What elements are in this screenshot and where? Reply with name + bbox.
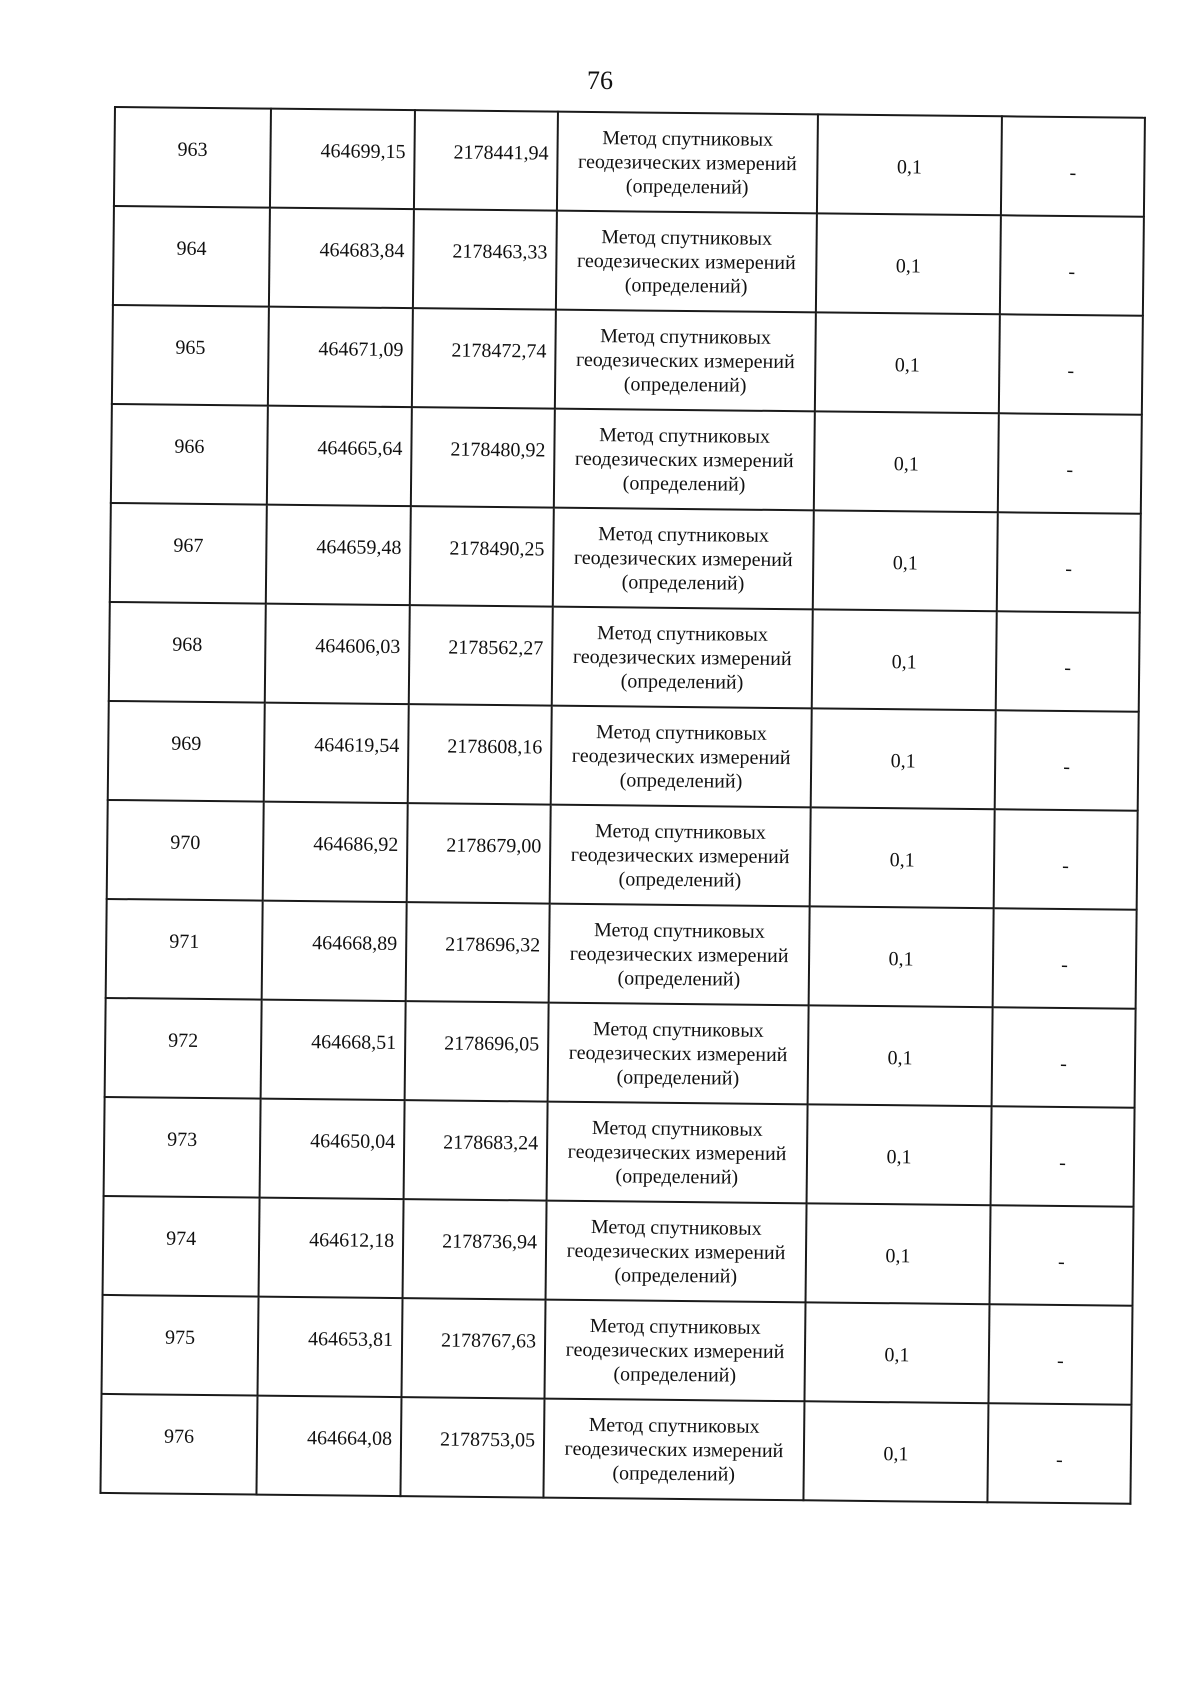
point-number-cell [105,998,262,1099]
accuracy-cell [817,114,1002,215]
x-coordinate-cell [270,109,415,210]
point-number: 963 [177,138,208,161]
method-line: (определений) [612,1461,736,1486]
method-line: (определений) [625,174,749,199]
x-coordinate: 464671,09 [318,337,404,361]
point-number-cell [103,1196,260,1297]
description-cell [997,512,1141,612]
description-cell [993,908,1137,1008]
description-value: - [1068,260,1076,283]
accuracy-value: 0,1 [893,452,919,475]
description-value: - [1064,656,1072,679]
accuracy-cell [815,312,1000,413]
method-cell [550,805,811,907]
method-line: Метод спутниковых [590,1215,762,1240]
accuracy-value: 0,1 [886,1145,912,1168]
point-number-cell [104,1097,261,1198]
method-line: (определений) [615,1164,739,1189]
description-cell [988,1304,1132,1404]
point-number: 972 [168,1029,199,1052]
x-coordinate-cell [262,901,407,1002]
method-line: (определений) [621,570,745,595]
method-line: геодезических измерений [572,645,792,670]
y-coordinate-cell [413,209,557,309]
description-cell [990,1205,1134,1305]
y-coordinate-cell [404,1100,548,1200]
method-cell [543,1399,804,1501]
description-cell [995,710,1139,810]
y-coordinate: 2178679,00 [446,834,542,858]
method-text [555,1214,798,1289]
method-line: геодезических измерений [570,843,790,868]
method-line: Метод спутниковых [602,126,774,151]
x-coordinate-cell [256,1396,401,1497]
method-line: (определений) [623,372,747,397]
y-coordinate: 2178608,16 [447,735,543,759]
point-number: 971 [169,930,200,953]
method-line: Метод спутниковых [594,819,766,844]
description-cell [987,1403,1131,1503]
method-cell [557,112,818,214]
accuracy-cell [814,411,999,512]
point-number: 973 [167,1128,198,1151]
y-coordinate-cell [411,407,555,507]
method-line: Метод спутниковых [597,621,769,646]
accuracy-cell [816,213,1001,314]
method-line: геодезических измерений [571,744,791,769]
x-coordinate: 464668,51 [311,1030,397,1054]
x-coordinate: 464664,08 [306,1426,393,1450]
method-line: геодезических измерений [569,942,789,967]
x-coordinate: 464683,84 [319,238,405,262]
accuracy-cell [804,1302,989,1403]
table-row [113,206,1144,316]
description-value: - [1065,557,1073,580]
coordinates-table-body [100,107,1144,1504]
method-text [557,1016,800,1091]
x-coordinate-cell [265,604,410,705]
y-coordinate-cell [400,1397,544,1497]
accuracy-cell [813,510,998,611]
coordinates-table [99,106,1145,1505]
x-coordinate-cell [259,1198,404,1299]
method-line: (определений) [613,1362,737,1387]
point-number: 969 [171,732,202,755]
description-cell [991,1106,1135,1206]
accuracy-value: 0,1 [890,749,916,772]
accuracy-value: 0,1 [885,1244,911,1267]
method-line: Метод спутниковых [592,1017,764,1042]
x-coordinate: 464699,15 [320,139,406,163]
accuracy-value: 0,1 [895,254,921,277]
method-line: геодезических измерений [564,1437,784,1462]
description-cell [1000,215,1144,315]
description-value: - [1055,1448,1063,1471]
y-coordinate: 2178490,25 [449,537,545,561]
page-number: 76 [587,66,613,95]
point-number-cell [102,1295,259,1396]
method-line: геодезических измерений [568,1041,788,1066]
table-row [103,1196,1134,1306]
y-coordinate: 2178480,92 [450,438,546,462]
point-number: 965 [175,336,206,359]
method-line: (определений) [622,471,746,496]
table-row [110,503,1141,613]
x-coordinate-cell [268,307,413,408]
method-text [556,1115,799,1190]
method-line: Метод спутниковых [588,1413,760,1438]
table-row [107,800,1138,910]
accuracy-value: 0,1 [887,1046,913,1069]
method-line: геодезических измерений [575,348,795,373]
x-coordinate: 464686,92 [313,832,399,856]
method-line: геодезических измерений [566,1239,786,1264]
method-line: (определений) [614,1263,738,1288]
method-cell [555,310,816,412]
y-coordinate: 2178472,74 [451,339,547,363]
accuracy-cell [806,1203,991,1304]
method-line: Метод спутниковых [595,720,767,745]
accuracy-value: 0,1 [888,947,914,970]
method-text [561,620,804,695]
y-coordinate-cell [406,902,550,1002]
point-number-cell [106,899,263,1000]
method-line: геодезических измерений [567,1140,787,1165]
table-row [109,602,1140,712]
method-line: Метод спутниковых [598,522,770,547]
y-coordinate-cell [414,110,558,210]
method-line: Метод спутниковых [600,324,772,349]
table-row [100,1394,1131,1504]
point-number-cell [110,503,267,604]
method-line: (определений) [619,768,743,793]
description-value: - [1067,359,1075,382]
point-number-cell [107,800,264,901]
method-text [565,224,808,299]
y-coordinate-cell [405,1001,549,1101]
y-coordinate: 2178753,05 [439,1427,536,1451]
accuracy-cell [811,708,996,809]
description-cell [999,314,1143,414]
method-cell [548,1003,809,1105]
accuracy-cell [812,609,997,710]
y-coordinate: 2178441,94 [453,141,549,165]
method-line: Метод спутниковых [601,225,773,250]
method-text [566,125,809,200]
table-row [108,701,1139,811]
method-text [560,719,803,794]
x-coordinate: 464653,81 [307,1327,394,1351]
description-value: - [1061,953,1069,976]
accuracy-value: 0,1 [884,1343,910,1366]
x-coordinate-cell [263,802,408,903]
x-coordinate-cell [266,505,411,606]
point-number: 976 [163,1425,195,1448]
method-line: геодезических измерений [576,249,796,274]
table-row [102,1295,1133,1405]
method-cell [549,904,810,1006]
method-cell [552,607,813,709]
y-coordinate-cell [410,506,554,606]
method-cell [554,409,815,511]
x-coordinate: 464606,03 [315,634,401,658]
point-number-cell [112,305,269,406]
method-line: (определений) [620,669,744,694]
description-cell [994,809,1138,909]
x-coordinate: 464619,54 [314,733,400,757]
description-value: - [1066,458,1074,481]
point-number: 967 [173,534,204,557]
accuracy-cell [803,1401,988,1502]
accuracy-value: 0,1 [883,1442,909,1465]
table-row [111,404,1142,514]
y-coordinate: 2178696,05 [444,1032,540,1056]
point-number-cell [108,701,265,802]
y-coordinate-cell [401,1298,545,1398]
description-value: - [1056,1349,1064,1372]
y-coordinate-cell [403,1199,547,1299]
table-row [114,107,1145,217]
description-cell [1001,116,1145,216]
method-text [563,422,806,497]
accuracy-cell [808,1005,993,1106]
method-cell [547,1102,808,1204]
description-cell [992,1007,1136,1107]
method-line: (определений) [617,966,741,991]
x-coordinate-cell [261,1000,406,1101]
method-line: Метод спутниковых [589,1314,761,1339]
method-text [559,818,802,893]
y-coordinate: 2178736,94 [442,1229,538,1253]
accuracy-cell [809,906,994,1007]
y-coordinate-cell [412,308,556,408]
description-value: - [1063,755,1071,778]
x-coordinate: 464650,04 [310,1129,396,1153]
point-number: 964 [176,237,207,260]
method-text [562,521,805,596]
method-cell [551,706,812,808]
accuracy-value: 0,1 [891,650,917,673]
table-row [105,998,1136,1108]
point-number: 966 [174,435,205,458]
x-coordinate: 464612,18 [309,1228,395,1252]
y-coordinate: 2178562,27 [448,636,544,660]
method-line: геодезических измерений [574,447,794,472]
point-number-cell [100,1394,257,1495]
method-line: (определений) [624,273,748,298]
point-number-cell [111,404,268,505]
method-text [558,917,801,992]
table-row [106,899,1137,1009]
method-line: Метод спутниковых [591,1116,763,1141]
point-number: 975 [164,1326,196,1349]
method-text [554,1313,797,1388]
method-cell [556,211,817,313]
point-number-cell [114,107,271,208]
method-line: (определений) [616,1065,740,1090]
accuracy-value: 0,1 [892,551,918,574]
table-row [104,1097,1135,1207]
accuracy-cell [807,1104,992,1205]
method-cell [544,1300,805,1402]
y-coordinate: 2178767,63 [440,1328,537,1352]
method-text [553,1412,796,1487]
x-coordinate-cell [267,406,412,507]
y-coordinate: 2178696,32 [445,933,541,957]
method-cell [553,508,814,610]
accuracy-value: 0,1 [894,353,920,376]
point-number-cell [113,206,270,307]
point-number: 968 [172,633,203,656]
description-value: - [1057,1250,1065,1273]
method-text [564,323,807,398]
method-cell [546,1201,807,1303]
method-line: Метод спутниковых [599,423,771,448]
y-coordinate-cell [408,704,552,804]
x-coordinate-cell [264,703,409,804]
y-coordinate: 2178683,24 [443,1131,539,1154]
y-coordinate-cell [409,605,553,705]
method-line: геодезических измерений [573,546,793,571]
x-coordinate-cell [260,1099,405,1200]
method-line: Метод спутниковых [593,918,765,943]
x-coordinate: 464668,89 [312,931,398,955]
description-cell [996,611,1140,711]
method-line: геодезических измерений [577,150,797,175]
x-coordinate: 464659,48 [316,535,402,559]
x-coordinate-cell [258,1297,403,1398]
description-value: - [1060,1052,1067,1075]
method-line: геодезических измерений [565,1338,785,1363]
accuracy-value: 0,1 [896,155,923,178]
table-row [112,305,1143,415]
point-number: 970 [170,831,201,854]
point-number-cell [109,602,266,703]
description-value: - [1062,854,1070,877]
y-coordinate: 2178463,33 [452,240,548,264]
description-value: - [1059,1151,1066,1174]
method-line: (определений) [618,867,742,892]
x-coordinate: 464665,64 [317,436,403,460]
x-coordinate-cell [269,208,414,309]
point-number: 974 [166,1227,197,1250]
accuracy-cell [810,807,995,908]
description-value: - [1069,161,1077,184]
accuracy-value: 0,1 [889,848,915,871]
y-coordinate-cell [407,803,551,903]
description-cell [998,413,1142,513]
